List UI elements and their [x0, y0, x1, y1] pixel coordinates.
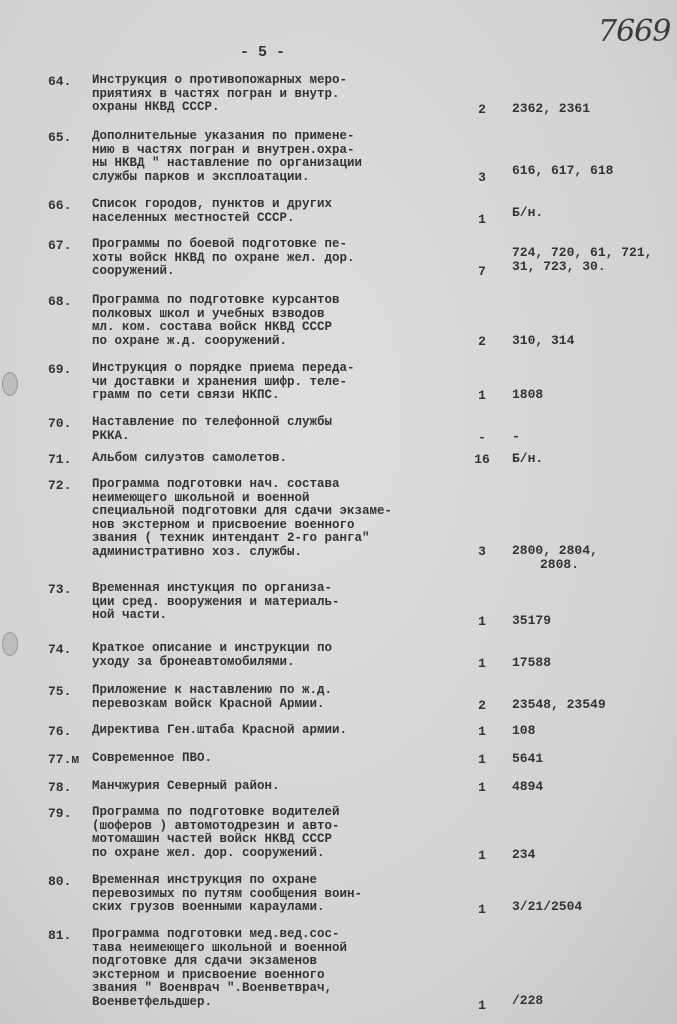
- item-title: [92, 416, 462, 443]
- item-title: [92, 452, 462, 466]
- item-codes: [512, 206, 662, 220]
- item-quantity: 16: [474, 452, 490, 467]
- item-code-line: 17588: [512, 655, 552, 670]
- item-title-line: Манчжурия Северный район.: [92, 779, 280, 793]
- handwritten-page-number: 7669: [598, 14, 671, 49]
- item-title-line: чи доставки и хранения шифр. теле-: [92, 374, 348, 389]
- item-title-line: Альбом силуэтов самолетов.: [92, 451, 288, 465]
- item-title: [92, 684, 462, 711]
- item-title-line: неимеющего школьной и военной: [92, 490, 310, 505]
- item-number: 70.: [48, 416, 72, 431]
- item-title-line: грамм по сети связи НКПС.: [92, 388, 280, 402]
- item-title: [92, 582, 462, 623]
- item-codes: [512, 994, 662, 1008]
- item-codes: [512, 752, 662, 766]
- item-number: 81.: [48, 928, 72, 943]
- item-title-line: Краткое описание и инструкции по: [92, 641, 333, 655]
- item-title-line: мл. ком. состава войск НКВД СССР: [92, 320, 333, 334]
- item-codes: [512, 102, 662, 116]
- item-number: 73.: [48, 582, 72, 597]
- item-title: [92, 198, 462, 225]
- item-codes: [512, 848, 662, 862]
- item-quantity: 1: [478, 902, 486, 917]
- item-title-line: хоты войск НКВД по охране жел. дор.: [92, 250, 355, 265]
- item-number: 72.: [48, 478, 72, 493]
- item-codes: [512, 656, 662, 670]
- item-title-line: Наставление по телефонной службы: [92, 415, 333, 429]
- item-title-line: мотомашин частей войск НКВД СССР: [92, 832, 333, 846]
- item-title-line: подготовке для сдачи экзаменов: [92, 954, 318, 968]
- item-title-line: Программа подготовки мед.вед.сос-: [92, 927, 340, 941]
- item-code-line: 31, 723, 30.: [512, 259, 606, 274]
- item-codes: [512, 388, 662, 402]
- item-title-line: службы парков и эксплоатации.: [92, 169, 310, 184]
- item-title-line: Приложение к наставлению по ж.д.: [92, 683, 333, 697]
- item-title-line: по охране жел. дор. сооружений.: [92, 845, 325, 860]
- item-title-line: Программа подготовки нач. состава: [92, 477, 340, 491]
- item-code-line: 724, 720, 61, 721,: [512, 245, 653, 260]
- item-title-line: Инструкция о противопожарных меро-: [92, 73, 348, 87]
- item-quantity: 3: [478, 170, 486, 185]
- item-quantity: 1: [478, 388, 486, 403]
- item-title-line: полковых школ и учебных взводов: [92, 306, 325, 321]
- item-code-line: 3/21/2504: [512, 899, 583, 914]
- item-title: [92, 74, 462, 115]
- item-title: [92, 362, 462, 403]
- item-code-line: Б/н.: [512, 205, 544, 220]
- item-title-line: перевозимых по путям сообщения воин-: [92, 886, 363, 901]
- item-title: [92, 642, 462, 669]
- item-number: 80.: [48, 874, 72, 889]
- item-title: [92, 780, 462, 794]
- binder-hole: [2, 632, 18, 656]
- item-number: 64.: [48, 74, 72, 89]
- item-number: 71.: [48, 452, 72, 467]
- item-title-line: Временная инстукция по организа-: [92, 581, 333, 595]
- item-quantity: 1: [478, 848, 486, 863]
- item-title-line: Временная инструкция по охране: [92, 873, 318, 887]
- item-title-line: Военветфельдшер.: [92, 994, 213, 1009]
- item-title-line: тава неимеющего школьной и военной: [92, 940, 348, 955]
- item-codes: [512, 544, 662, 572]
- item-quantity: 7: [478, 264, 486, 279]
- item-codes: [512, 246, 662, 274]
- item-title-line: населенных местностей СССР.: [92, 210, 295, 225]
- item-title-line: перевозкам войск Красной Армии.: [92, 696, 325, 711]
- item-title: [92, 874, 462, 915]
- item-codes: [512, 334, 662, 348]
- item-quantity: 1: [478, 656, 486, 671]
- item-codes: [512, 452, 662, 466]
- item-number: 66.: [48, 198, 72, 213]
- item-code-line: 1808: [512, 387, 544, 402]
- item-code-line: 616, 617, 618: [512, 163, 614, 178]
- item-title-line: нию в частях погран и внутрен.охра-: [92, 142, 355, 157]
- item-codes: [512, 164, 662, 178]
- item-number: 78.: [48, 780, 72, 795]
- item-title-line: Список городов, пунктов и других: [92, 197, 333, 211]
- item-number: 77.м: [48, 752, 80, 767]
- item-title: [92, 238, 462, 279]
- item-title-line: ной части.: [92, 608, 168, 622]
- item-title-line: Программы по боевой подготовке пе-: [92, 237, 348, 251]
- item-title-line: звания ( техник интендант 2-го ранга": [92, 531, 370, 545]
- item-codes: [512, 614, 662, 628]
- item-code-line: 35179: [512, 613, 552, 628]
- page-number: - 5 -: [240, 44, 286, 61]
- item-code-line: 234: [512, 847, 536, 862]
- item-title: [92, 928, 462, 1009]
- item-title-line: Программа по подготовке курсантов: [92, 293, 340, 307]
- item-title-line: сооружений.: [92, 264, 175, 278]
- item-code-line: 310, 314: [512, 333, 575, 348]
- item-title-line: специальной подготовки для сдачи экзаме-: [92, 504, 393, 518]
- item-title: [92, 294, 462, 348]
- item-title-line: Инструкция о порядке приема переда-: [92, 361, 355, 375]
- item-number: 79.: [48, 806, 72, 821]
- item-quantity: 1: [478, 998, 486, 1013]
- item-title-line: ции сред. вооружения и материаль-: [92, 594, 340, 609]
- item-title-line: звания " Военврач ".Военветврач,: [92, 981, 333, 995]
- item-title-line: уходу за бронеавтомобилями.: [92, 654, 295, 669]
- item-title: [92, 752, 462, 766]
- item-title-line: ских грузов военными караулами.: [92, 900, 325, 914]
- item-title-line: приятиях в частях погран и внутр.: [92, 86, 340, 101]
- item-title-line: ны НКВД " наставление по организации: [92, 156, 363, 170]
- item-codes: [512, 780, 662, 794]
- item-title-line: охраны НКВД СССР.: [92, 100, 220, 114]
- item-title: [92, 478, 462, 559]
- item-title-line: Дополнительные указания по примене-: [92, 129, 355, 143]
- item-title: [92, 806, 462, 860]
- item-number: 68.: [48, 294, 72, 309]
- item-number: 74.: [48, 642, 72, 657]
- item-quantity: 1: [478, 752, 486, 767]
- item-number: 67.: [48, 238, 72, 253]
- item-title-line: административно хоз. службы.: [92, 544, 303, 559]
- item-title-line: РККА.: [92, 428, 130, 443]
- item-code-line: 2808.: [540, 557, 580, 572]
- item-quantity: -: [478, 430, 486, 445]
- item-quantity: 2: [478, 334, 486, 349]
- item-title-line: нов экстерном и присвоение военного: [92, 517, 355, 532]
- item-quantity: 1: [478, 212, 486, 227]
- item-title-line: (шоферов ) автомотодрезин и авто-: [92, 818, 340, 833]
- item-code-line: 5641: [512, 751, 544, 766]
- item-code-line: 2362, 2361: [512, 101, 591, 116]
- item-title-line: Директива Ген.штаба Красной армии.: [92, 723, 348, 737]
- item-title: [92, 130, 462, 184]
- item-number: 75.: [48, 684, 72, 699]
- item-code-line: 2800, 2804,: [512, 543, 598, 558]
- item-code-line: 4894: [512, 779, 544, 794]
- item-codes: [512, 724, 662, 738]
- item-code-line: -: [512, 429, 520, 444]
- item-quantity: 1: [478, 614, 486, 629]
- item-quantity: 2: [478, 102, 486, 117]
- item-number: 65.: [48, 130, 72, 145]
- item-title-line: Программа по подготовке водителей: [92, 805, 340, 819]
- item-title-line: Современное ПВО.: [92, 751, 213, 765]
- item-codes: [512, 900, 662, 914]
- binder-hole: [2, 372, 18, 396]
- item-title: [92, 724, 462, 738]
- item-code-line: 108: [512, 723, 536, 738]
- item-title-line: по охране ж.д. сооружений.: [92, 333, 288, 348]
- item-quantity: 3: [478, 544, 486, 559]
- item-quantity: 1: [478, 724, 486, 739]
- item-codes: [512, 430, 662, 444]
- item-number: 76.: [48, 724, 72, 739]
- item-quantity: 1: [478, 780, 486, 795]
- item-codes: [512, 698, 662, 712]
- item-code-line: 23548, 23549: [512, 697, 606, 712]
- item-code-line: /228: [512, 993, 544, 1008]
- item-number: 69.: [48, 362, 72, 377]
- item-quantity: 2: [478, 698, 486, 713]
- item-code-line: Б/н.: [512, 451, 544, 466]
- item-title-line: экстерном и присвоение военного: [92, 967, 325, 982]
